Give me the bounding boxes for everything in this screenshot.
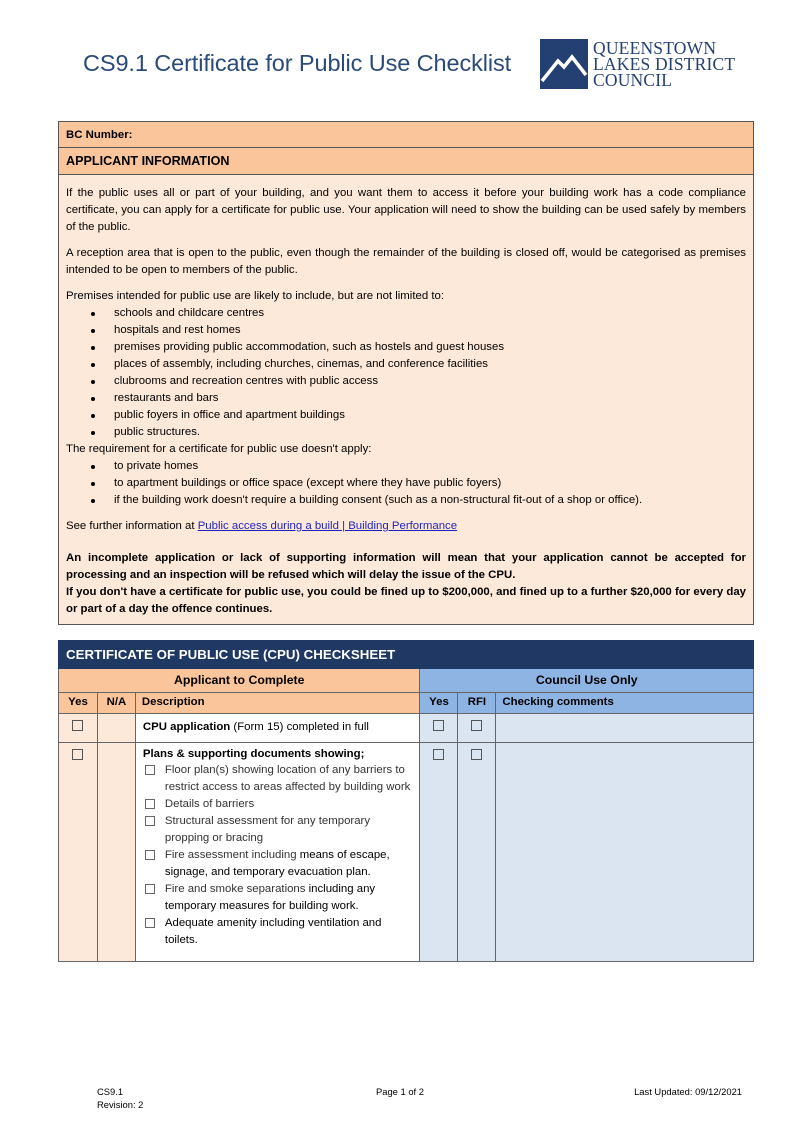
- sub-item-text: Fire and smoke separations: [164, 883, 309, 895]
- council-logo: [540, 38, 735, 90]
- description-rest: (Form 15) completed in full: [230, 721, 369, 733]
- applicant-yes-checkbox[interactable]: [72, 749, 83, 760]
- list-item: premises providing public accommodation, such as hostels and guest houses: [66, 339, 746, 356]
- checking-comments-cell[interactable]: [496, 714, 754, 743]
- sub-item-text-emphasis: Adequate amenity including ventilation and toilets.: [164, 917, 382, 946]
- sub-item-checkbox[interactable]: [145, 918, 155, 928]
- col-description: Description: [135, 693, 420, 714]
- sub-item: [143, 847, 413, 881]
- sub-item-text: Fire assessment including: [164, 849, 300, 861]
- col-council-yes: Yes: [420, 693, 458, 714]
- col-checking-comments: Checking comments: [496, 693, 754, 714]
- mountain-logo-icon: [540, 39, 588, 89]
- applicant-na-cell[interactable]: [97, 743, 135, 962]
- incomplete-warning: An incomplete application or lack of supporting information will mean that your application cannot be accepted for processing and an inspection will be refused which will delay the issue of the CPU.: [66, 552, 746, 581]
- building-performance-link[interactable]: Public access during a build | Building Performance: [197, 520, 458, 532]
- applicant-yes-cell: [59, 714, 98, 743]
- sub-item: [143, 915, 413, 949]
- council-name: [593, 40, 735, 88]
- sub-item-checkbox[interactable]: [145, 884, 155, 894]
- list-item: clubrooms and recreation centres with public access: [66, 373, 746, 390]
- checksheet-title: CERTIFICATE OF PUBLIC USE (CPU) CHECKSHEET: [59, 641, 754, 669]
- list-item: schools and childcare centres: [66, 305, 746, 322]
- description-cell: [135, 743, 420, 962]
- intro-paragraph: If the public uses all or part of your building, and you want them to access it before your building work has a code compliance certificate, you can apply for a certificate for public use. Your application will need to show the building can be used safely by members of the public.: [66, 187, 746, 233]
- council-yes-cell: [420, 714, 458, 743]
- section-heading: APPLICANT INFORMATION: [59, 148, 753, 175]
- table-row: [59, 714, 754, 743]
- council-yes-cell: [420, 743, 458, 962]
- description-cell: [135, 714, 420, 743]
- sub-item: [143, 881, 413, 915]
- includes-intro: Premises intended for public use are likely to include, but are not limited to:: [66, 290, 444, 302]
- list-item: hospitals and rest homes: [66, 322, 746, 339]
- applicant-na-cell[interactable]: [97, 714, 135, 743]
- cpu-checksheet-table: [58, 640, 754, 962]
- sub-item: [143, 813, 413, 847]
- sub-item-checkbox[interactable]: [145, 850, 155, 860]
- footer-doc-code: CS9.1: [97, 1086, 124, 1097]
- sub-item-text: Structural assessment for any temporary propping or bracing: [164, 815, 371, 844]
- bc-number-label: BC Number:: [66, 129, 133, 141]
- bc-number-field[interactable]: [59, 122, 753, 148]
- council-group-header: Council Use Only: [420, 669, 754, 693]
- further-info-prefix: See further information at: [66, 520, 198, 532]
- sub-item-text: Details of barriers: [164, 798, 255, 810]
- col-rfi: RFI: [458, 693, 496, 714]
- footer-revision: Revision: 2: [97, 1099, 144, 1110]
- list-item: public structures.: [66, 424, 746, 441]
- applicant-information-panel: [58, 121, 754, 625]
- rfi-cell: [458, 743, 496, 962]
- excludes-list: [66, 458, 746, 509]
- list-item: places of assembly, including churches, cinemas, and conference facilities: [66, 356, 746, 373]
- description-bold: Plans & supporting documents showing;: [142, 748, 365, 760]
- fine-warning: If you don't have a certificate for public use, you could be fined up to $200,000, and fined up to a further $20,000 for every day or part of a day the offence continues.: [66, 586, 746, 615]
- list-item: restaurants and bars: [66, 390, 746, 407]
- footer-last-updated: Last Updated: 09/12/2021: [634, 1086, 742, 1097]
- sub-item-text: Floor plan(s) showing location of any barriers to restrict access to areas affected by building work: [164, 764, 411, 793]
- excludes-intro: The requirement for a certificate for public use doesn't apply:: [66, 443, 372, 455]
- footer-page-number: Page 1 of 2: [376, 1086, 424, 1097]
- logo-line-2: LAKES DISTRICT: [593, 54, 736, 74]
- sub-item-checkbox[interactable]: [145, 799, 155, 809]
- sub-item-checkbox[interactable]: [145, 816, 155, 826]
- col-na: N/A: [97, 693, 135, 714]
- sub-item: [143, 762, 413, 796]
- checking-comments-cell[interactable]: [496, 743, 754, 962]
- council-yes-checkbox[interactable]: [433, 720, 444, 731]
- further-info: [66, 518, 746, 535]
- sub-item-text-emphasis: including any temporary measures for building work.: [164, 883, 376, 912]
- list-item: public foyers in office and apartment buildings: [66, 407, 746, 424]
- reception-paragraph: A reception area that is open to the public, even though the remainder of the building is closed off, would be categorised as premises intended to be open to members of the public.: [66, 247, 746, 276]
- col-yes: Yes: [59, 693, 98, 714]
- page-title: CS9.1 Certificate for Public Use Checklist: [83, 50, 512, 76]
- rfi-checkbox[interactable]: [471, 749, 482, 760]
- logo-line-3: COUNCIL: [593, 70, 673, 90]
- footer-doc-info: [97, 1085, 143, 1111]
- sub-item: [143, 796, 413, 813]
- description-bold: CPU application: [142, 721, 231, 733]
- list-item: to private homes: [66, 458, 746, 475]
- applicant-yes-cell: [59, 743, 98, 962]
- logo-line-1: QUEENSTOWN: [593, 38, 717, 58]
- includes-list: [66, 305, 746, 441]
- applicant-yes-checkbox[interactable]: [72, 720, 83, 731]
- applicant-group-header: Applicant to Complete: [59, 669, 420, 693]
- rfi-cell: [458, 714, 496, 743]
- rfi-checkbox[interactable]: [471, 720, 482, 731]
- council-yes-checkbox[interactable]: [433, 749, 444, 760]
- info-body: [59, 175, 753, 624]
- table-row: [59, 743, 754, 962]
- sub-item-checkbox[interactable]: [145, 765, 155, 775]
- list-item: to apartment buildings or office space (except where they have public foyers): [66, 475, 746, 492]
- list-item: if the building work doesn't require a building consent (such as a non-structural fit-out of a shop or office).: [66, 492, 746, 509]
- sub-item-text-emphasis: means of escape, signage, and temporary evacuation plan.: [164, 849, 390, 878]
